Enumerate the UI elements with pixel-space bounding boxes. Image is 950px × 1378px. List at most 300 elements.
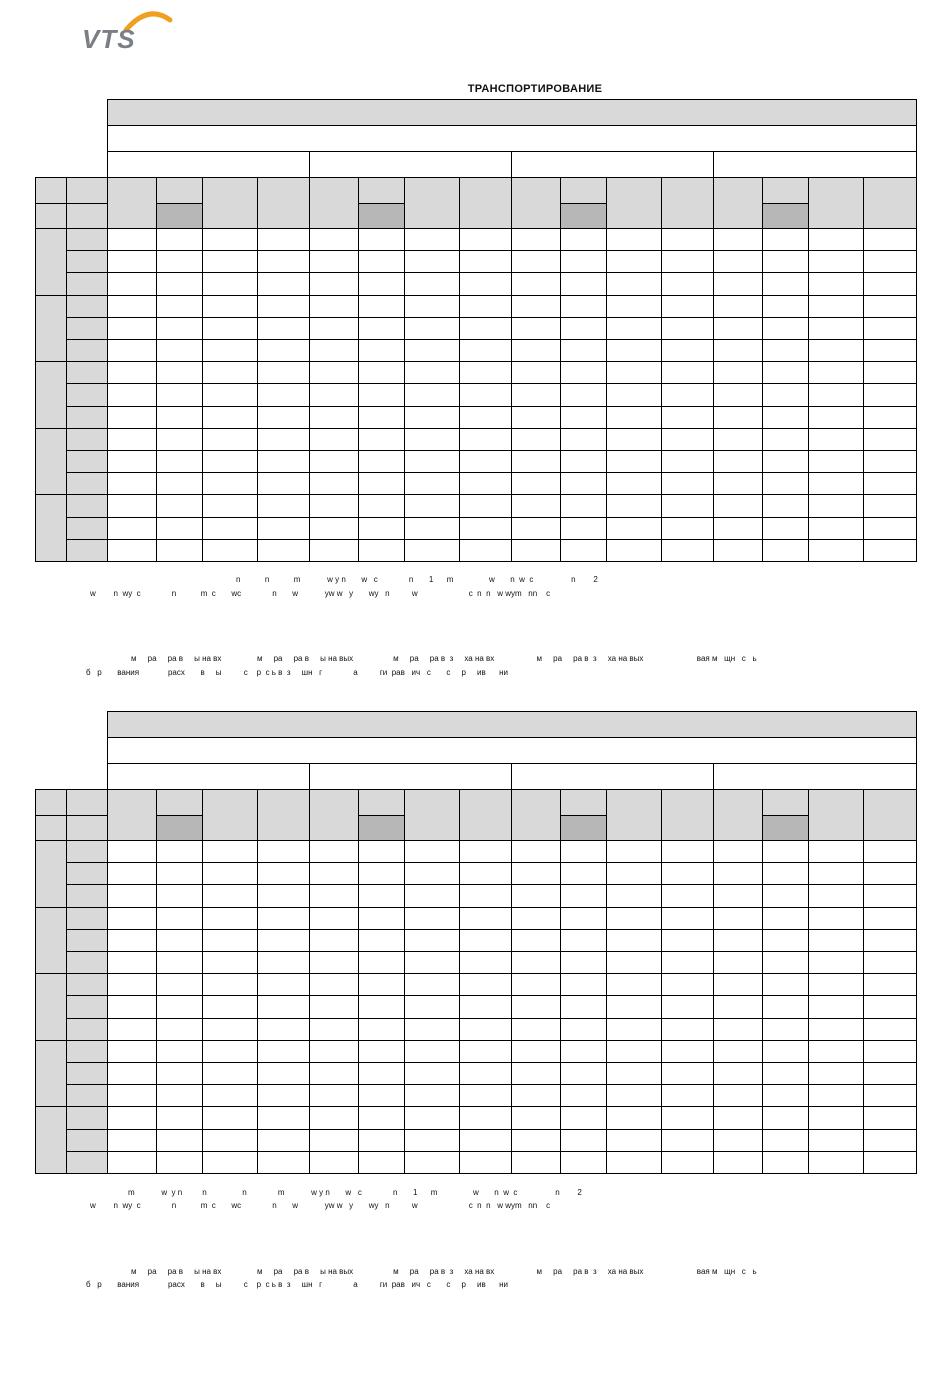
column-header [606,789,662,841]
table-cell [762,973,809,996]
column-header [863,789,917,841]
table-cell [511,228,561,251]
logo-text: VTS [82,24,136,54]
table-cell [257,1062,310,1085]
table-cell [661,907,714,930]
table-cell [560,973,607,996]
table-cell [358,472,405,495]
table-cell [511,884,561,907]
column-header [257,177,310,229]
table-cell [459,840,512,863]
corner-cell [35,789,67,816]
table-cell [713,383,763,406]
table-cell [358,951,405,974]
row-label [66,494,108,517]
table-2-note-line-1: m w y n n n m w y n w c n 1 m w n w c n 2 [128,1188,582,1197]
table-cell [713,250,763,273]
row-label [66,1040,108,1063]
table-cell [358,317,405,340]
table-cell [661,884,714,907]
column-header [511,177,561,229]
table-cell [107,1062,157,1085]
table-cell [257,295,310,318]
table-cell [202,517,258,540]
column-header-unit [358,815,405,841]
table-cell [309,1084,359,1107]
table-cell [358,228,405,251]
table-cell [863,428,917,451]
table-cell [560,1062,607,1085]
row-group-label [35,494,67,562]
table-cell [358,1018,405,1041]
row-label [66,884,108,907]
row-label [66,383,108,406]
table-cell [560,450,607,473]
row-label [66,995,108,1018]
table-cell [560,840,607,863]
table-cell [404,973,460,996]
table-cell [107,1129,157,1152]
table-cell [511,472,561,495]
table-cell [606,228,662,251]
row-label [66,406,108,429]
table-cell [661,1129,714,1152]
row-label [66,450,108,473]
table-cell [404,1062,460,1085]
table-cell [762,1018,809,1041]
column-header [404,789,460,841]
table-cell [404,406,460,429]
table-cell [257,450,310,473]
table-cell [511,1018,561,1041]
table-cell [511,517,561,540]
table-cell [762,517,809,540]
table-cell [713,1151,763,1174]
table-cell [404,862,460,885]
table-cell [762,1106,809,1129]
table-cell [661,1151,714,1174]
table-cell [808,361,864,384]
table-cell [713,1084,763,1107]
table-1-note-line-1: n n m w y n w c n 1 m w n w c n 2 [236,575,598,584]
table-cell [156,250,203,273]
table-cell [863,1018,917,1041]
table-cell [511,383,561,406]
table-cell [257,884,310,907]
table-cell [606,361,662,384]
table-cell [202,1062,258,1085]
table-cell [202,951,258,974]
table-cell [257,1151,310,1174]
row-label [66,1106,108,1129]
table-cell [713,272,763,295]
column-header [309,789,359,841]
row-label [66,929,108,952]
table-cell [762,1084,809,1107]
table-cell [107,317,157,340]
table-cell [309,250,359,273]
table-cell [358,907,405,930]
row-label [66,272,108,295]
table-cell [459,929,512,952]
table-cell [808,228,864,251]
table-cell [202,272,258,295]
table-cell [459,494,512,517]
table-cell [107,494,157,517]
table-cell [863,884,917,907]
table-cell [309,272,359,295]
table-cell [808,1084,864,1107]
table-cell [560,929,607,952]
table-cell [257,272,310,295]
header-subrow [107,737,917,764]
table-cell [560,1151,607,1174]
table-cell [404,472,460,495]
table-cell [358,272,405,295]
table-cell [309,1151,359,1174]
table-cell [257,317,310,340]
table-cell [309,494,359,517]
table-cell [808,907,864,930]
column-header-unit [156,203,203,229]
table-cell [511,494,561,517]
table-cell [661,973,714,996]
table-cell [257,517,310,540]
row-group-label [35,228,67,296]
table-cell [358,862,405,885]
column-header [808,789,864,841]
table-cell [863,339,917,362]
table-cell [606,428,662,451]
table-cell [459,406,512,429]
table-cell [309,517,359,540]
table-cell [309,995,359,1018]
table-cell [202,862,258,885]
table-cell [404,517,460,540]
header-banner [107,711,917,738]
table-cell [762,840,809,863]
table-cell [459,272,512,295]
table-cell [606,1040,662,1063]
table-cell [808,517,864,540]
table-cell [404,1151,460,1174]
table-cell [808,317,864,340]
table-cell [309,1062,359,1085]
table-cell [863,1106,917,1129]
table-cell [661,361,714,384]
column-header [309,177,359,229]
table-cell [257,494,310,517]
table-cell [107,295,157,318]
table-cell [202,406,258,429]
table-cell [808,406,864,429]
table-cell [560,406,607,429]
column-header-unit [560,203,607,229]
table-cell [808,1018,864,1041]
row-group-label [35,1106,67,1174]
group-header [309,151,512,178]
row-group-label [35,295,67,363]
table-cell [808,472,864,495]
transport-table-2 [35,711,916,1173]
table-cell [606,951,662,974]
table-cell [606,272,662,295]
row-group-label [35,361,67,429]
table-cell [459,884,512,907]
table-cell [107,884,157,907]
table-cell [202,317,258,340]
table-cell [661,406,714,429]
table-cell [511,1151,561,1174]
table-cell [257,973,310,996]
table-cell [202,361,258,384]
table-cell [762,272,809,295]
table-cell [202,1040,258,1063]
table-cell [511,406,561,429]
column-header [560,177,607,204]
table-cell [661,862,714,885]
table-cell [762,1040,809,1063]
table-cell [713,907,763,930]
table-cell [404,539,460,562]
table-cell [560,494,607,517]
table-cell [156,840,203,863]
row-label [66,317,108,340]
table-cell [713,973,763,996]
table-cell [404,317,460,340]
table-cell [309,472,359,495]
table-cell [202,450,258,473]
table-cell [863,951,917,974]
table-cell [404,450,460,473]
table-cell [762,317,809,340]
table-cell [713,406,763,429]
table-cell [459,317,512,340]
table-cell [863,1129,917,1152]
table-cell [404,272,460,295]
table-cell [404,361,460,384]
table-cell [713,995,763,1018]
table-cell [358,1129,405,1152]
column-header [762,177,809,204]
table-cell [560,339,607,362]
table-cell [863,1062,917,1085]
table-cell [511,428,561,451]
table-cell [358,250,405,273]
table-cell [560,1129,607,1152]
table-cell [107,1106,157,1129]
table-cell [762,1062,809,1085]
table-cell [606,406,662,429]
table-1-note-line-4: б р вания расх в ы с р с ь в з шн г а ги рав ич с с р ив ни [86,668,508,677]
table-cell [358,1151,405,1174]
table-cell [107,1151,157,1174]
table-cell [560,1018,607,1041]
table-cell [661,383,714,406]
table-cell [358,428,405,451]
table-cell [358,517,405,540]
table-cell [863,539,917,562]
table-cell [358,1062,405,1085]
table-cell [511,1084,561,1107]
table-cell [713,840,763,863]
column-header [404,177,460,229]
table-cell [762,339,809,362]
table-cell [661,1018,714,1041]
table-cell [107,406,157,429]
table-cell [404,250,460,273]
table-cell [762,907,809,930]
table-cell [661,1040,714,1063]
table-cell [404,884,460,907]
table-cell [156,1018,203,1041]
table-cell [606,929,662,952]
table-cell [202,539,258,562]
group-header [309,763,512,790]
table-cell [309,406,359,429]
table-cell [560,517,607,540]
table-cell [661,951,714,974]
table-cell [459,1106,512,1129]
table-cell [107,862,157,885]
table-cell [257,951,310,974]
table-cell [257,862,310,885]
table-cell [459,1040,512,1063]
table-cell [661,539,714,562]
column-header [257,789,310,841]
table-cell [808,1151,864,1174]
table-cell [661,450,714,473]
column-header [358,177,405,204]
table-cell [459,973,512,996]
column-header [713,789,763,841]
table-cell [202,973,258,996]
table-cell [511,929,561,952]
table-cell [762,472,809,495]
table-cell [863,228,917,251]
table-cell [459,428,512,451]
table-cell [808,339,864,362]
table-cell [309,450,359,473]
table-cell [257,995,310,1018]
table-cell [358,295,405,318]
table-cell [560,907,607,930]
table-cell [202,228,258,251]
table-cell [156,929,203,952]
table-cell [713,539,763,562]
table-cell [309,339,359,362]
table-cell [358,884,405,907]
table-cell [762,494,809,517]
group-header [713,151,917,178]
table-cell [156,317,203,340]
row-label [66,339,108,362]
table-cell [459,1018,512,1041]
table-cell [762,1129,809,1152]
table-cell [459,339,512,362]
table-cell [762,951,809,974]
table-cell [762,295,809,318]
table-cell [107,472,157,495]
table-cell [309,539,359,562]
table-cell [713,951,763,974]
table-cell [560,228,607,251]
table-cell [713,884,763,907]
table-cell [156,951,203,974]
table-cell [107,840,157,863]
row-label [66,1018,108,1041]
table-cell [257,383,310,406]
table-cell [358,1040,405,1063]
table-cell [606,1062,662,1085]
table-cell [156,1106,203,1129]
table-cell [257,929,310,952]
row-label [66,1084,108,1107]
table-cell [762,1151,809,1174]
table-cell [404,951,460,974]
table-2-note-line-3: м ра ра в ы на вх м ра ра в ы на вых м ра ра в з ха на вх м ра ра в з ха на вых вая м щн с ь [131,1267,757,1276]
table-cell [404,494,460,517]
group-header [107,151,310,178]
table-cell [202,840,258,863]
table-cell [257,228,310,251]
table-cell [713,862,763,885]
table-cell [156,1084,203,1107]
column-header [713,177,763,229]
table-cell [358,406,405,429]
table-cell [560,1106,607,1129]
table-cell [202,472,258,495]
table-cell [459,228,512,251]
table-cell [404,929,460,952]
table-cell [459,450,512,473]
table-cell [156,862,203,885]
column-header-unit [762,203,809,229]
transport-table-1 [35,99,916,561]
table-cell [606,907,662,930]
table-cell [202,995,258,1018]
table-cell [661,929,714,952]
table-cell [107,228,157,251]
table-cell [404,295,460,318]
table-cell [404,1018,460,1041]
table-cell [808,272,864,295]
table-cell [762,862,809,885]
table-cell [606,884,662,907]
table-cell [404,228,460,251]
table-cell [863,907,917,930]
table-cell [358,1106,405,1129]
table-cell [358,1084,405,1107]
column-header [107,177,157,229]
table-cell [156,339,203,362]
table-cell [713,1106,763,1129]
table-cell [107,272,157,295]
table-cell [202,1151,258,1174]
table-cell [808,250,864,273]
table-cell [459,995,512,1018]
table-cell [808,494,864,517]
table-cell [257,428,310,451]
table-cell [762,228,809,251]
table-1-note-line-2: w n wy c n m c wc n w yw w y wy n w c n n w wym nn c [90,589,551,598]
table-cell [404,383,460,406]
table-cell [309,383,359,406]
table-cell [202,339,258,362]
table-cell [202,1106,258,1129]
table-cell [762,884,809,907]
table-cell [863,361,917,384]
